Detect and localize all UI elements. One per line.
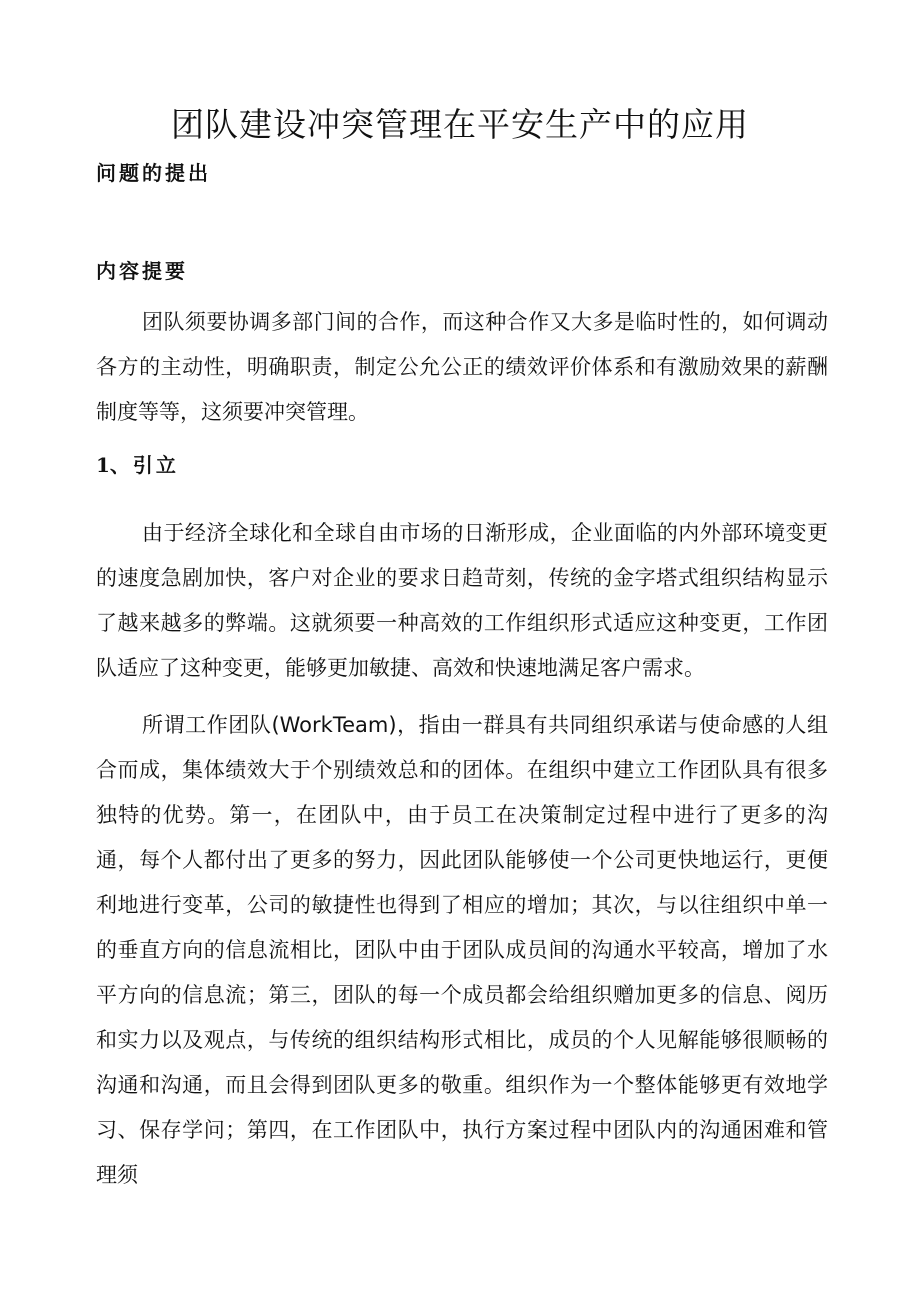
summary-heading: 内容提要 — [96, 259, 188, 283]
section-1-heading — [96, 450, 179, 480]
section-1-title: 、引立 — [109, 453, 179, 477]
section-1-paragraph-2: 所谓工作团队(WorkTeam)，指由一群具有共同组织承诺与使命感的人组合而成，集体绩效大于个别绩效总和的团体。在组织中建立工作团队具有很多独特的优势。第一，在团队中，由于员工在决策制定过程中进行了更多的沟通，每个人都付出了更多的努力，因此团队能够使一个公司更快地运行，更便利地进行变革，公司的敏捷性也得到了相应的增加；其次，与以往组织中单一的垂直方向的信息流相比，团队中由于团队成员间的沟通水平较高，增加了水平方向的信息流；第三，团队的每一个成员都会给组织赠加更多的信息、阅历和实力以及观点，与传统的组织结构形式相比，成员的个人见解能够很顺畅的沟通和沟通，而且会得到团队更多的敬重。组织作为一个整体能够更有效地学习、保存学问；第四，在工作团队中，执行方案过程中团队内的沟通困难和管理须 — [96, 713, 828, 1187]
document-title: 团队建设冲突管理在平安生产中的应用 — [171, 105, 749, 144]
problem-heading: 问题的提出 — [96, 161, 211, 185]
summary-paragraph: 团队须要协调多部门间的合作，而这种合作又大多是临时性的，如何调动各方的主动性，明确职责，制定公允公正的绩效评价体系和有激励效果的薪酬制度等等，这须要冲突管理。 — [96, 310, 828, 424]
section-1-paragraph-1: 由于经济全球化和全球自由市场的日渐形成，企业面临的内外部环境变更的速度急剧加快，客户对企业的要求日趋苛刻，传统的金字塔式组织结构显示了越来越多的弊端。这就须要一种高效的工作组织形式适应这种变更，工作团队适应了这种变更，能够更加敏捷、高效和快速地满足客户需求。 — [96, 521, 828, 680]
section-1-number: 1 — [96, 453, 110, 477]
